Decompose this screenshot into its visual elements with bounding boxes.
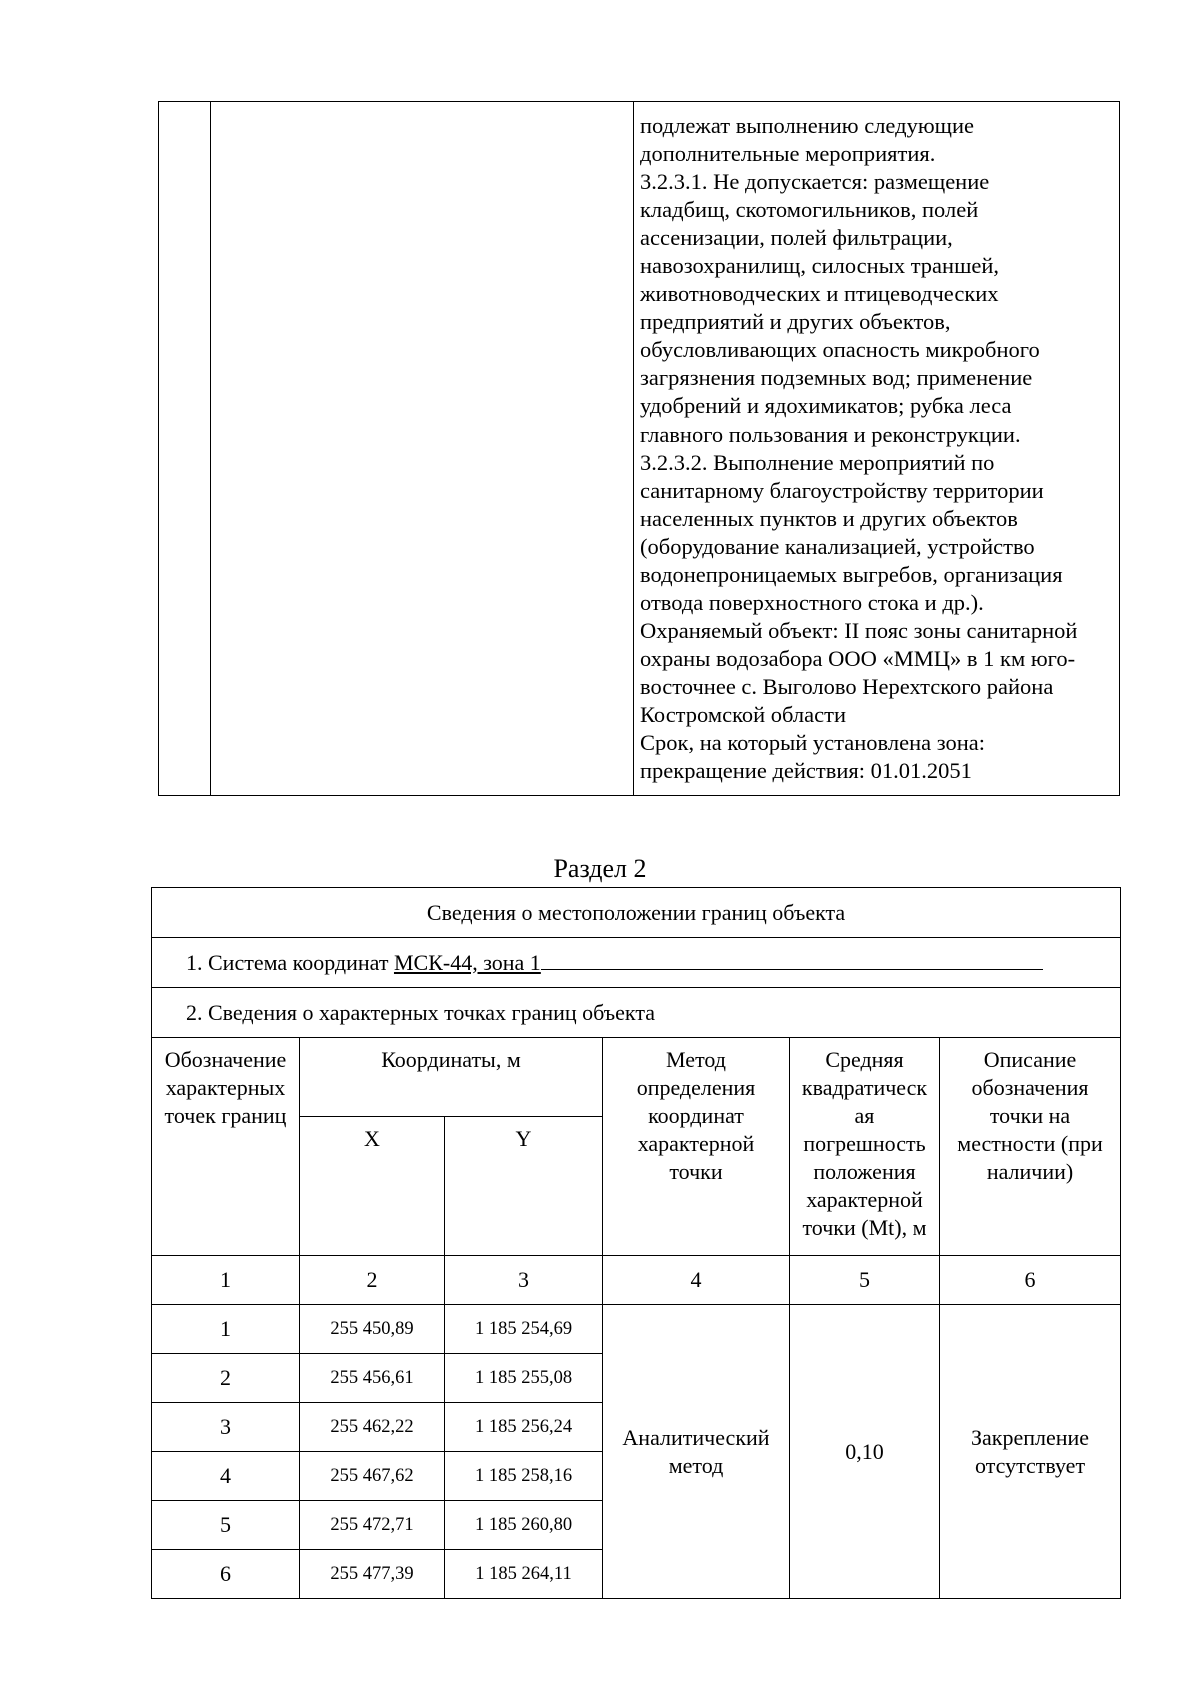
text-line: Костромской области bbox=[640, 701, 847, 727]
text-line: дополнительные мероприятия. bbox=[640, 141, 936, 167]
coord-system-label: 1. Система координат bbox=[186, 949, 394, 975]
point-number: 3 bbox=[152, 1403, 300, 1452]
point-number: 1 bbox=[152, 1305, 300, 1354]
coord-y: 1 185 264,11 bbox=[445, 1550, 603, 1599]
header-point-designation bbox=[152, 1038, 300, 1256]
col-number: 4 bbox=[603, 1256, 790, 1305]
section-title: Раздел 2 bbox=[553, 854, 647, 883]
text-line: Охраняемый объект: II пояс зоны санитарной bbox=[640, 617, 1078, 643]
text-line: 3.2.3.1. Не допускается: размещение bbox=[640, 169, 990, 195]
text-line: обусловливающих опасность микробного bbox=[640, 337, 1040, 363]
text-line: загрязнения подземных вод; применение bbox=[640, 365, 1033, 391]
header-line: определения bbox=[636, 1075, 756, 1100]
header-line: местности (при bbox=[957, 1131, 1103, 1156]
coord-y: 1 185 254,69 bbox=[445, 1305, 603, 1354]
coord-x: 255 472,71 bbox=[300, 1501, 445, 1550]
error-cell: 0,10 bbox=[790, 1305, 940, 1599]
header-line: точек границ bbox=[164, 1103, 287, 1128]
header-line: квадратическ bbox=[801, 1075, 928, 1100]
point-number: 5 bbox=[152, 1501, 300, 1550]
header-x: X bbox=[300, 1117, 445, 1256]
header-line: погрешность bbox=[803, 1131, 926, 1156]
text-line: навозохранилищ, силосных траншей, bbox=[640, 253, 1000, 279]
text-line: кладбищ, скотомогильников, полей bbox=[640, 197, 979, 223]
header-line: Средняя bbox=[825, 1047, 904, 1072]
coord-y: 1 185 260,80 bbox=[445, 1501, 603, 1550]
text-line: предприятий и других объектов, bbox=[640, 309, 951, 335]
text-line: отвода поверхностного стока и др.). bbox=[640, 589, 984, 615]
header-line: характерных bbox=[165, 1075, 286, 1100]
coord-y: 1 185 256,24 bbox=[445, 1403, 603, 1452]
header-line: точки bbox=[669, 1159, 723, 1184]
description-line: Закрепление bbox=[970, 1424, 1090, 1450]
boundary-points-table bbox=[151, 887, 1121, 1599]
coord-x: 255 467,62 bbox=[300, 1452, 445, 1501]
coord-system-row bbox=[152, 938, 1121, 988]
points-title: 2. Сведения о характерных точках границ объекта bbox=[152, 988, 1121, 1038]
method-line: Аналитический bbox=[622, 1424, 770, 1450]
header-line: Описание bbox=[983, 1047, 1077, 1072]
coord-y: 1 185 258,16 bbox=[445, 1452, 603, 1501]
top-table-col-1 bbox=[159, 102, 211, 796]
header-error bbox=[790, 1038, 940, 1256]
point-number: 6 bbox=[152, 1550, 300, 1599]
text-line: восточнее с. Выголово Нерехтского района bbox=[640, 673, 1054, 699]
header-line: положения bbox=[813, 1159, 916, 1184]
header-line: координат bbox=[648, 1103, 744, 1128]
text-line: охраны водозабора ООО «ММЦ» в 1 км юго- bbox=[640, 645, 1076, 671]
top-table bbox=[158, 101, 1120, 796]
header-line: Метод bbox=[666, 1047, 726, 1072]
header-line: точки (Mt), м bbox=[802, 1215, 927, 1240]
description-line: отсутствует bbox=[975, 1452, 1086, 1478]
text-line: населенных пунктов и других объектов bbox=[640, 505, 1018, 531]
header-y: Y bbox=[445, 1117, 603, 1256]
header-coordinates: Координаты, м bbox=[300, 1038, 603, 1117]
header-line: характерной bbox=[637, 1131, 755, 1156]
table-row bbox=[152, 1305, 1121, 1354]
header-method bbox=[603, 1038, 790, 1256]
text-line: 3.2.3.2. Выполнение мероприятий по bbox=[640, 449, 995, 475]
header-line: точки на bbox=[989, 1103, 1071, 1128]
header-line: характерной bbox=[806, 1187, 923, 1212]
text-line: (оборудование канализацией, устройство bbox=[640, 533, 1035, 559]
method-line: метод bbox=[668, 1452, 724, 1478]
description-cell bbox=[940, 1305, 1121, 1599]
text-line: водонепроницаемых выгребов, организация bbox=[640, 561, 1063, 587]
text-line: удобрений и ядохимикатов; рубка леса bbox=[640, 393, 1012, 419]
table-title: Сведения о местоположении границ объекта bbox=[152, 888, 1121, 938]
coord-x: 255 462,22 bbox=[300, 1403, 445, 1452]
point-number: 2 bbox=[152, 1354, 300, 1403]
header-line: ая bbox=[854, 1103, 875, 1128]
col-number: 2 bbox=[300, 1256, 445, 1305]
text-line: главного пользования и реконструкции. bbox=[640, 421, 1021, 447]
text-line: Срок, на который установлена зона: bbox=[640, 730, 986, 756]
coord-x: 255 450,89 bbox=[300, 1305, 445, 1354]
coord-y: 1 185 255,08 bbox=[445, 1354, 603, 1403]
point-number: 4 bbox=[152, 1452, 300, 1501]
coord-x: 255 456,61 bbox=[300, 1354, 445, 1403]
coord-system-value: МСК-44, зона 1 bbox=[393, 949, 541, 975]
header-line: наличии) bbox=[986, 1159, 1074, 1184]
coord-x: 255 477,39 bbox=[300, 1550, 445, 1599]
col-number: 3 bbox=[445, 1256, 603, 1305]
text-line: подлежат выполнению следующие bbox=[640, 113, 974, 138]
top-table-text-cell bbox=[634, 102, 1120, 796]
header-line: обозначения bbox=[971, 1075, 1089, 1100]
method-cell bbox=[603, 1305, 790, 1599]
text-line: животноводческих и птицеводческих bbox=[640, 281, 999, 307]
header-line: Обозначение bbox=[164, 1047, 287, 1072]
top-table-col-2 bbox=[211, 102, 634, 796]
text-line: прекращение действия: 01.01.2051 bbox=[640, 758, 972, 784]
fill-underline bbox=[541, 949, 1043, 970]
col-number: 6 bbox=[940, 1256, 1121, 1305]
text-line: санитарному благоустройству территории bbox=[640, 477, 1044, 503]
col-number: 1 bbox=[152, 1256, 300, 1305]
col-number: 5 bbox=[790, 1256, 940, 1305]
header-description bbox=[940, 1038, 1121, 1256]
text-line: ассенизации, полей фильтрации, bbox=[640, 225, 953, 251]
